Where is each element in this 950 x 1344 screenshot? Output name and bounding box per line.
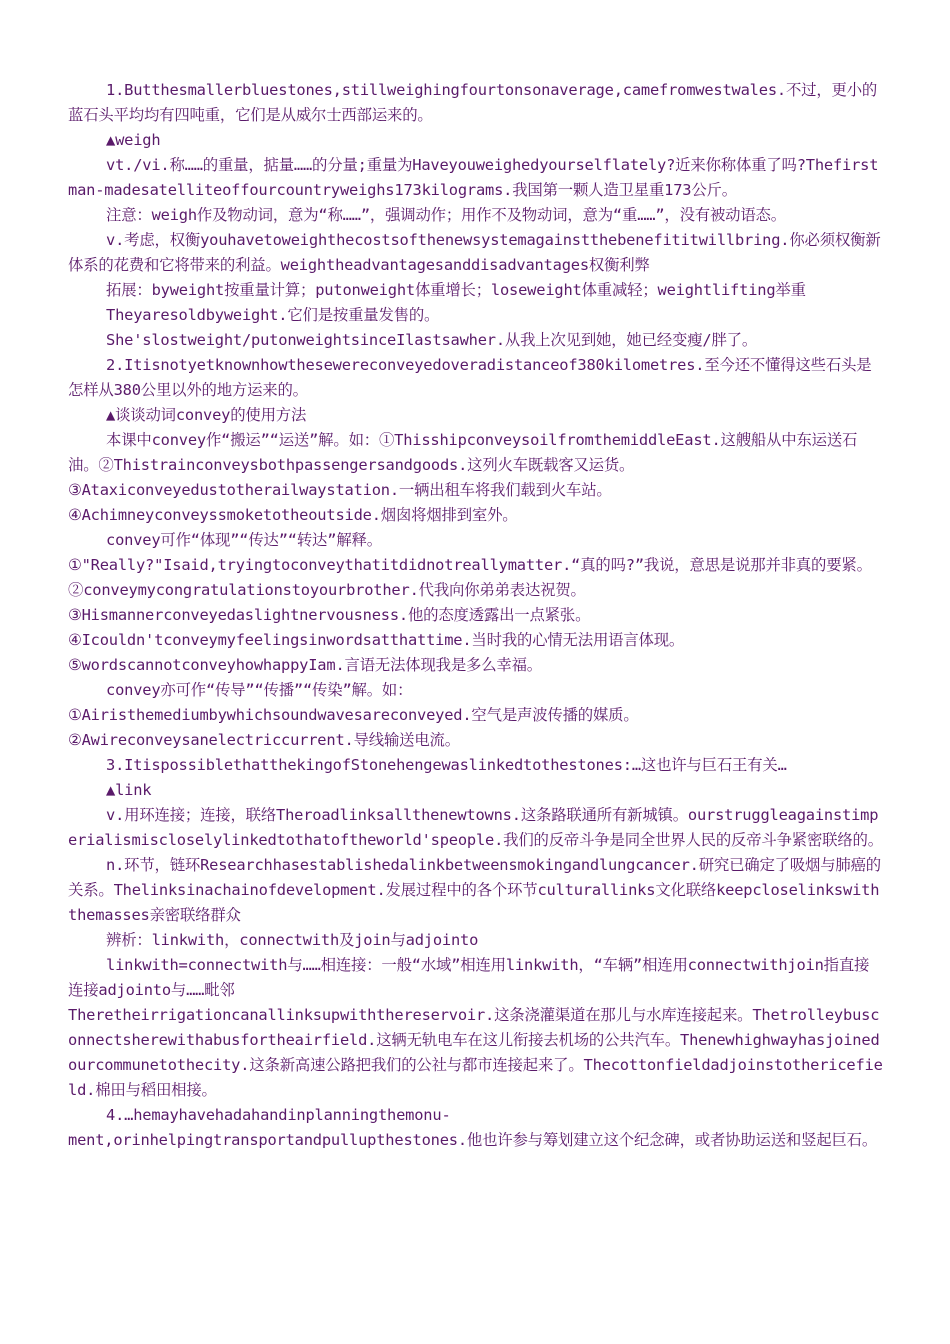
paragraph: Theretheirrigationcanallinksupwiththereservoir.这条浇灌渠道在那儿与水库连接起来。Thetrolleybusconnectsherewithabusfortheairfield.这辆无轨电车在这儿衔接去机场的公共汽车。Thenewhighwayhasjoinedourcommunetothecity.这条新高速公路把我们的公社与都市连接起来了。Thecottonfieldadjoinstothericefield.棉田与稻田相接。 xyxy=(68,1006,883,1099)
paragraph: convey可作“体现”“传达”“转达”解释。 xyxy=(106,531,382,549)
example-sentence: ③Ataxiconveyedustotherailwaystation.一辆出租车将我们载到火车站。 xyxy=(68,481,612,499)
paragraph: vt./vi.称……的重量，掂量……的分量;重量为Haveyouweighedyourselflately?近来你称体重了吗?Thefirstman-madesatelliteoffourcountryweighs173kilograms.我国第一颗人造卫星重173公斤。 xyxy=(68,156,879,199)
section-heading: ▲谈谈动词convey的使用方法 xyxy=(106,406,307,424)
paragraph: linkwith=connectwith与……相连接：一般“水域”相连用linkwith，“车辆”相连用connectwithjoin指直接连接adjointo与……毗邻 xyxy=(68,956,870,999)
paragraph: 拓展：byweight按重量计算；putonweight体重增长；loseweight体重减轻；weightlifting举重 xyxy=(106,281,806,299)
paragraph: 2.Itisnotyetknownhowthesewereconveyedoveradistanceof380kilometres.至今还不懂得这些石头是怎样从380公里以外的地方运来的。 xyxy=(68,356,872,399)
example-sentence: ①Airisthemediumbywhichsoundwavesareconveyed.空气是声波传播的媒质。 xyxy=(68,706,639,724)
example-sentence: Theyaresoldbyweight.它们是按重量发售的。 xyxy=(106,306,440,324)
paragraph: ment,orinhelpingtransportandpullupthestones.他也许参与筹划建立这个纪念碑，或者协助运送和竖起巨石。 xyxy=(68,1131,878,1149)
paragraph: v.考虑，权衡youhavetoweighthecostsofthenewsystemagainstthebenefititwillbring.你必须权衡新体系的花费和它将带来的利益。weightheadvantagesanddisadvantages权衡利弊 xyxy=(68,231,881,274)
paragraph: 1.Butthesmallerbluestones,stillweighingfourtonsonaverage,camefromwestwales.不过，更小的蓝石头平均均有四吨重，它们是从威尔士西部运来的。 xyxy=(68,81,878,124)
section-heading: ▲link xyxy=(106,781,152,799)
example-sentence: ⑤wordscannotconveyhowhappyIam.言语无法体现我是多么幸福。 xyxy=(68,656,542,674)
paragraph: 本课中convey作“搬运”“运送”解。如：①ThisshipconveysoilfromthemiddleEast.这艘船从中东运送石油。②Thistrainconveysbothpassengersandgoods.这列火车既载客又运货。 xyxy=(68,431,858,474)
example-sentence: ③Hismannerconveyedaslightnervousness.他的态度透露出一点紧张。 xyxy=(68,606,591,624)
paragraph: 注意：weigh作及物动词，意为“称……”，强调动作；用作不及物动词，意为“重……”，没有被动语态。 xyxy=(106,206,786,224)
example-sentence: ④Icouldn'tconveymyfeelingsinwordsatthattime.当时我的心情无法用语言体现。 xyxy=(68,631,685,649)
paragraph: 3.ItispossiblethatthekingofStonehengewaslinkedtothestones:…这也许与巨石王有关… xyxy=(106,756,787,774)
example-sentence: ②Awireconveysanelectriccurrent.导线输送电流。 xyxy=(68,731,460,749)
example-sentence: ④Achimneyconveyssmoketotheoutside.烟囱将烟排到室外。 xyxy=(68,506,518,524)
paragraph: n.环节，链环Researchhasestablishedalinkbetweensmokingandlungcancer.研究已确定了吸烟与肺癌的关系。Thelinksinachainofdevelopment.发展过程中的各个环节culturallinks文化联络keepcloselinkswiththemasses亲密联络群众 xyxy=(68,856,881,924)
paragraph: 辨析：linkwith，connectwith及join与adjointo xyxy=(106,931,479,949)
document-page xyxy=(68,78,883,1153)
example-sentence: She'slostweight/putonweightsinceIlastsawher.从我上次见到她，她已经变瘦/胖了。 xyxy=(106,331,758,349)
paragraph: convey亦可作“传导”“传播”“传染”解。如： xyxy=(106,681,413,699)
section-heading: ▲weigh xyxy=(106,131,161,149)
example-sentence: ①"Really?"Isaid,tryingtoconveythatitdidnotreallymatter.“真的吗?”我说，意思是说那并非真的要紧。②conveymycongratulationstoyourbrother.代我向你弟弟表达祝贺。 xyxy=(68,556,872,599)
paragraph: v.用环连接；连接，联络Theroadlinksallthenewtowns.这条路联通所有新城镇。ourstruggleagainstimperialismiscloselylinkedtothatoftheworld'speople.我们的反帝斗争是同全世界人民的反帝斗争紧密联络的。 xyxy=(68,806,883,849)
paragraph: 4.…hemayhavehadahandinplanningthemonu- xyxy=(106,1106,451,1124)
